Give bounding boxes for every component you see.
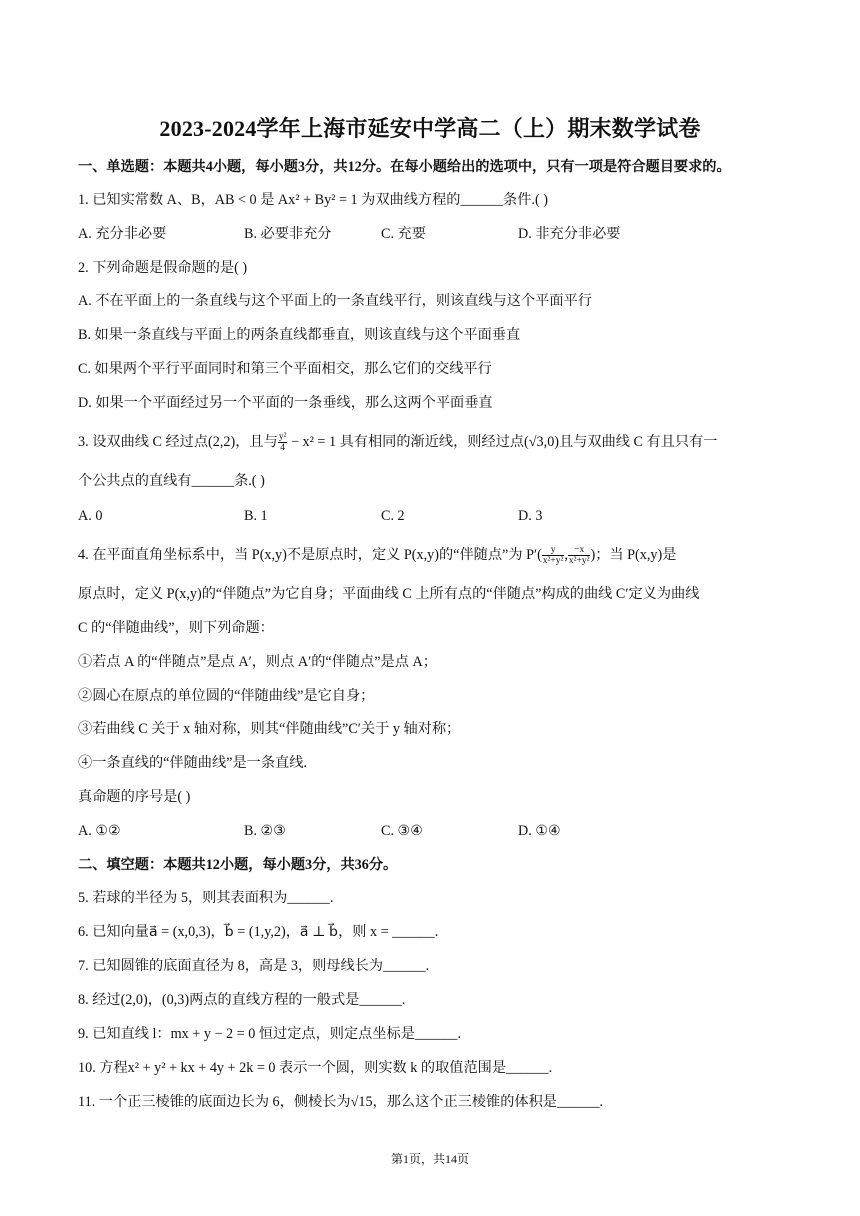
question-3-stem-part-a: 3. 设双曲线 C 经过点(2,2)，且与	[78, 434, 278, 450]
section-single-choice-heading: 一、单选题：本题共4小题，每小题3分，共12分。在每小题给出的选项中，只有一项是符合题目要求的。	[78, 159, 731, 175]
question-2-option-a: A. 不在平面上的一条直线与这个平面上的一条直线平行，则该直线与这个平面平行	[78, 293, 592, 309]
question-10: 10. 方程x² + y² + kx + 4y + 2k = 0 表示一个圆，则实数 k 的取值范围是______.	[78, 1060, 553, 1076]
question-4-option-b: B. ②③	[244, 823, 286, 839]
question-4-comma: ,	[564, 547, 568, 563]
question-3-option-d: D. 3	[518, 508, 543, 524]
question-2-option-d: D. 如果一个平面经过另一个平面的一条垂线，那么这两个平面垂直	[78, 395, 493, 411]
question-4-stem-line-2: 原点时，定义 P(x,y)的“伴随点”为它自身；平面曲线 C 上所有点的“伴随点”构成的曲线 C′定义为曲线	[78, 586, 700, 602]
question-3-option-b: B. 1	[244, 508, 268, 524]
question-3-fraction	[278, 432, 288, 453]
question-3-stem-part-b: − x² = 1 具有相同的渐近线，则经过点(√3,0)且与双曲线 C 有且只有一	[287, 434, 718, 450]
question-1-stem: 1. 已知实常数 A、B，AB < 0 是 Ax² + By² = 1 为双曲线方程的______条件.( )	[78, 192, 548, 208]
question-2-option-b: B. 如果一条直线与平面上的两条直线都垂直，则该直线与这个平面垂直	[78, 327, 521, 343]
question-2-option-c: C. 如果两个平行平面同时和第三个平面相交，那么它们的交线平行	[78, 361, 492, 377]
question-4-prompt: 真命题的序号是( )	[78, 789, 191, 805]
question-4-fraction-1-denominator: x²+y²	[542, 556, 564, 567]
exam-title: 2023-2024学年上海市延安中学高二（上）期末数学试卷	[159, 116, 701, 141]
question-4-stem-part-a: 4. 在平面直角坐标系中，当 P(x,y)不是原点时，定义 P(x,y)的“伴随点”为 P′(	[78, 547, 542, 563]
question-4-stem-line-3: C 的“伴随曲线”，则下列命题：	[78, 620, 274, 636]
question-4-stem-line-1	[78, 545, 790, 566]
question-1-option-b: B. 必要非充分	[244, 226, 332, 242]
question-3-stem-line-1	[78, 432, 790, 453]
section-fill-in-heading: 二、填空题：本题共12小题，每小题3分，共36分。	[78, 857, 398, 873]
question-4-fraction-2-denominator: x²+y²	[568, 556, 590, 567]
question-4-fraction-2-numerator: −x	[568, 545, 591, 556]
question-4-option-c: C. ③④	[381, 823, 423, 839]
question-5: 5. 若球的半径为 5，则其表面积为______.	[78, 890, 334, 906]
question-7: 7. 已知圆锥的底面直径为 8，高是 3，则母线长为______.	[78, 958, 430, 974]
question-4-stem-part-b: )；当 P(x,y)是	[590, 547, 677, 563]
question-1-option-c: C. 充要	[381, 226, 426, 242]
question-1-option-d: D. 非充分非必要	[518, 226, 621, 242]
question-4-fraction-1	[542, 545, 565, 566]
question-4-fraction-2	[568, 545, 591, 566]
question-3-stem-line-2: 个公共点的直线有______条.( )	[78, 473, 265, 489]
question-6: 6. 已知向量a⃗ = (x,0,3)，b⃗ = (1,y,2)，a⃗ ⊥ b⃗，则 x = ______.	[78, 924, 439, 940]
question-8: 8. 经过(2,0)，(0,3)两点的直线方程的一般式是______.	[78, 992, 406, 1008]
question-4-statement-2: ②圆心在原点的单位圆的“伴随曲线”是它自身；	[78, 688, 375, 704]
question-4-statement-4: ④一条直线的“伴随曲线”是一条直线.	[78, 755, 307, 771]
question-1-option-a: A. 充分非必要	[78, 226, 167, 242]
question-3-option-c: C. 2	[381, 508, 405, 524]
question-4-option-d: D. ①④	[518, 823, 561, 839]
question-4-statement-1: ①若点 A 的“伴随点”是点 A′，则点 A′的“伴随点”是点 A；	[78, 654, 437, 670]
question-4-option-a: A. ①②	[78, 823, 121, 839]
question-2-stem: 2. 下列命题是假命题的是( )	[78, 260, 248, 276]
question-4-statement-3: ③若曲线 C 关于 x 轴对称，则其“伴随曲线”C′关于 y 轴对称；	[78, 721, 461, 737]
page-number-footer: 第1页，共14页	[390, 1152, 469, 1166]
question-11: 11. 一个正三棱锥的底面边长为 6，侧棱长为√15，那么这个正三棱锥的体积是______.	[78, 1094, 604, 1110]
question-3-option-a: A. 0	[78, 508, 103, 524]
question-9: 9. 已知直线 l：mx + y − 2 = 0 恒过定点，则定点坐标是______.	[78, 1026, 462, 1042]
question-4-fraction-1-numerator: y	[542, 545, 565, 556]
question-3-fraction-numerator: y²	[278, 432, 287, 443]
question-3-fraction-denominator: 4	[280, 443, 285, 454]
